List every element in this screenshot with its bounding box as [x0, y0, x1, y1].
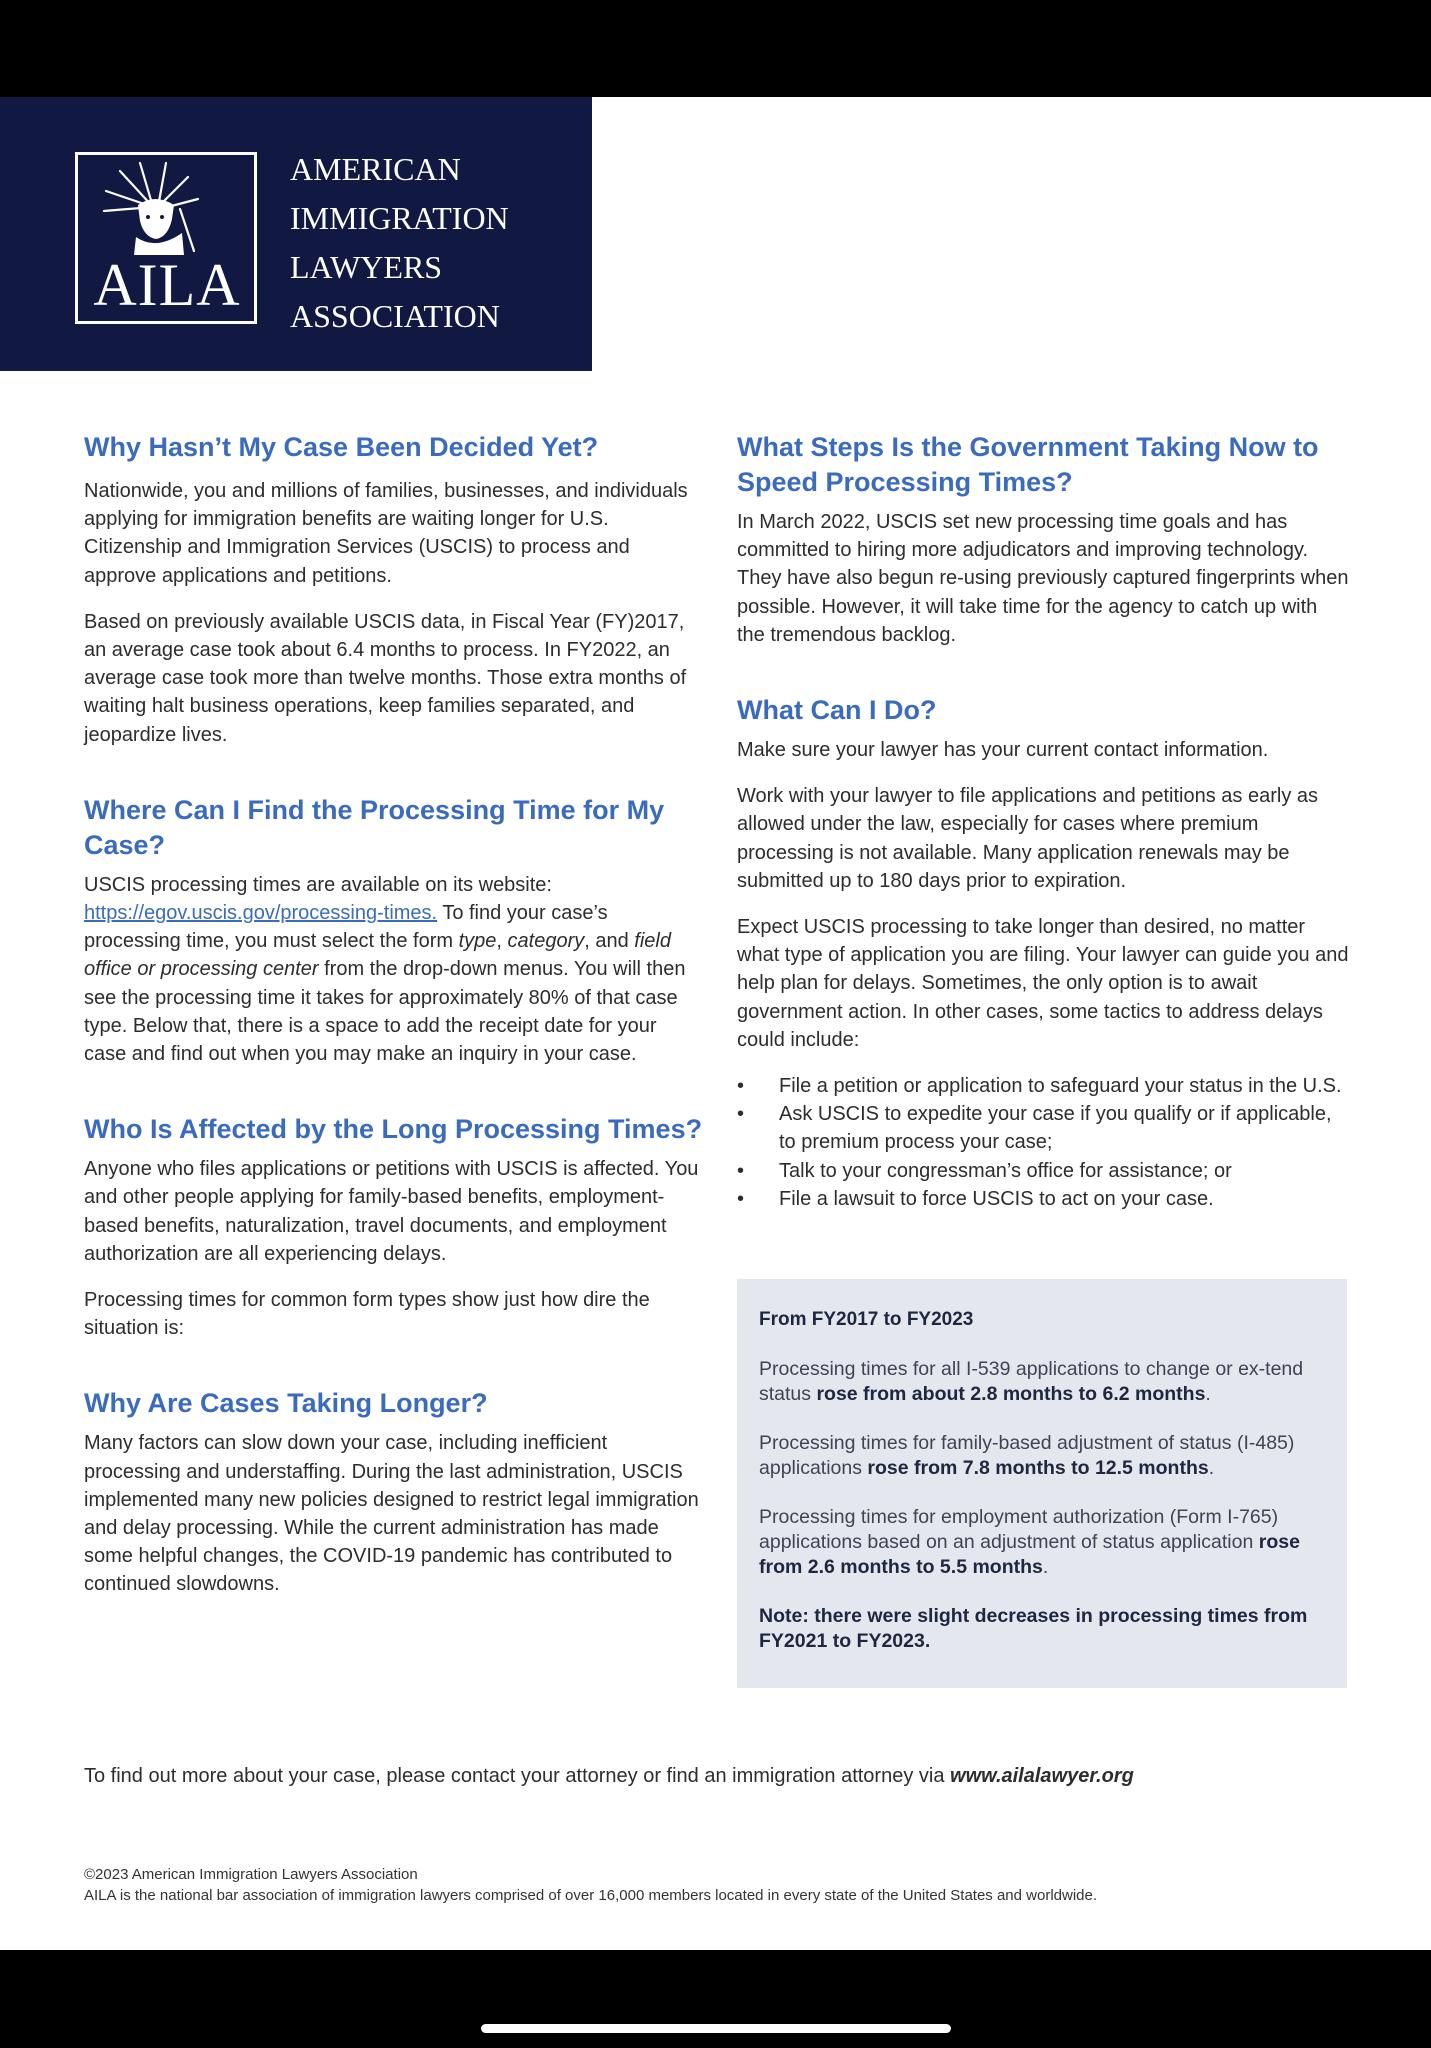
paragraph [84, 871, 704, 1068]
processing-stats-box [737, 1279, 1347, 1688]
aila-logo [75, 152, 257, 324]
organization-name [290, 145, 509, 341]
text: field office or processing center [84, 930, 671, 981]
statue-of-liberty-icon [98, 159, 208, 255]
paragraph: Many factors can slow down your case, including inefficient processing and understaffing. During the last administration, USCIS implemented many new policies designed to restrict legal immigration and delay processing. While the current administration has made some helpful changes, the COVID-19 pandemic has contributed to continued slowdowns. [84, 1432, 699, 1596]
text: . [1205, 1383, 1211, 1405]
home-indicator[interactable] [481, 2024, 951, 2033]
stats-note: Note: there were slight decreases in processing times from FY2021 to FY2023. [759, 1605, 1308, 1652]
list-item: • File a petition or application to safeguard your status in the U.S. [737, 1072, 1349, 1100]
copyright: ©2023 American Immigration Lawyers Association [84, 1866, 418, 1883]
text: . [1042, 1556, 1049, 1578]
stats-title: From FY2017 to FY2023 [759, 1309, 974, 1330]
right-column [737, 430, 1349, 1213]
bottom-bar [0, 1950, 1431, 2048]
text: , and [584, 930, 635, 953]
tactics-list [737, 1072, 1349, 1213]
stats-item [759, 1505, 1325, 1580]
org-name-line: ASSOCIATION [290, 298, 500, 334]
contact-line [84, 1762, 1134, 1790]
heading-find-processing-time: Where Can I Find the Processing Time for My Case? [84, 794, 665, 860]
text: Processing times for employment authorization (Form I-765) applications based on an adjustment of status application [759, 1506, 1279, 1553]
org-name-line: LAWYERS [290, 249, 443, 285]
heading-who-affected: Who Is Affected by the Long Processing Times? [84, 1114, 703, 1145]
paragraph: Work with your lawyer to file applications and petitions as early as allowed under the law, especially for cases where premium processing is not available. Many application renewals may be submitted up to 180 days prior to expiration. [737, 785, 1319, 892]
stats-item [759, 1357, 1325, 1407]
paragraph: Expect USCIS processing to take longer than desired, no matter what type of application you are filing. Your lawyer can guide you and help plan for delays. Sometimes, the only option is to await government action. In other cases, some tactics to address delays could include: [737, 916, 1349, 1051]
paragraph: Make sure your lawyer has your current contact information. [737, 739, 1269, 762]
text: category [507, 930, 585, 953]
text: rose from 2.6 months to 5.5 months [759, 1531, 1300, 1578]
list-item: • File a lawsuit to force USCIS to act on your case. [737, 1185, 1349, 1213]
footer [84, 1864, 1097, 1906]
logo-wordmark: AILA [93, 252, 241, 318]
org-name-line: IMMIGRATION [290, 200, 509, 236]
list-item: • Talk to your congressman’s office for assistance; or [737, 1157, 1349, 1185]
text: Processing times for all I-539 applications to change or ex-tend status [759, 1358, 1304, 1405]
text: USCIS processing times are available on its website: [84, 873, 552, 896]
status-bar [0, 0, 1431, 97]
stats-item [759, 1431, 1325, 1481]
text: To find your case’s processing time, you must select the form [84, 902, 608, 953]
text: , [496, 930, 508, 953]
text: from the drop-down menus. You will then see the processing time it takes for approximately 80% of that case type. Below that, there is a space to add the receipt date for your case and find out when you may make an inquiry in your case. [84, 958, 686, 1066]
heading-why-not-decided: Why Hasn’t My Case Been Decided Yet? [84, 432, 599, 462]
header-banner [0, 97, 592, 371]
heading-what-can-i-do: What Can I Do? [737, 695, 937, 726]
text: rose from about 2.8 months to 6.2 months [816, 1383, 1206, 1405]
processing-times-link[interactable]: https://egov.uscis.gov/processing-times. [84, 902, 438, 925]
list-item: • Ask USCIS to expedite your case if you qualify or if applicable, to premium process your case; [737, 1100, 1349, 1156]
paragraph: Nationwide, you and millions of families, businesses, and individuals applying for immigration benefits are waiting longer for U.S. Citizenship and Immigration Services (USCIS) to process and approve applications and petitions. [84, 480, 688, 587]
paragraph: Based on previously available USCIS data, in Fiscal Year (FY)2017, an average case took about 6.4 months to process. In FY2022, an average case took more than twelve months. Those extra months of waiting halt business operations, keep families separated, and jeopardize lives. [84, 610, 687, 746]
text: . [1208, 1457, 1215, 1479]
text: type [458, 930, 497, 953]
left-column [84, 430, 704, 1599]
heading-why-longer: Why Are Cases Taking Longer? [84, 1388, 488, 1419]
text: To find out more about your case, please contact your attorney or find an immigration attorney via [84, 1765, 951, 1787]
text: rose from 7.8 months to 12.5 months [867, 1457, 1209, 1479]
paragraph: Processing times for common form types show just how dire the situation is: [84, 1289, 650, 1340]
ailalawyer-link[interactable]: www.ailalawyer.org [950, 1765, 1134, 1787]
text: Processing times for family-based adjustment of status (I-485) applications [759, 1432, 1295, 1479]
org-name-line: AMERICAN [290, 151, 461, 187]
paragraph: Anyone who files applications or petitions with USCIS is affected. You and other people applying for family-based benefits, employment-based benefits, naturalization, travel documents, and employment authorization are all experiencing delays. [84, 1158, 699, 1265]
footer-tagline: AILA is the national bar association of immigration lawyers comprised of over 16,000 members located in every state of the United States and worldwide. [84, 1887, 1098, 1904]
heading-government-steps: What Steps Is the Government Taking Now to Speed Processing Times? [737, 432, 1319, 497]
paragraph: In March 2022, USCIS set new processing time goals and has committed to hiring more adjudicators and improving technology. They have also begun re-using previously captured fingerprints when possible. However, it will take time for the agency to catch up with the tremendous backlog. [737, 511, 1349, 646]
